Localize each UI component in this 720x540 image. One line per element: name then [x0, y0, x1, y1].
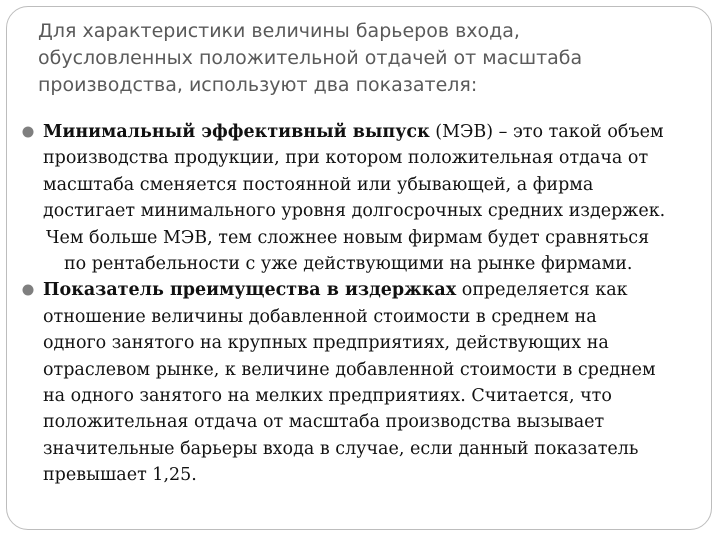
bullet-text: определяется как — [456, 280, 628, 301]
bullet-item-mev — [20, 119, 712, 277]
bullet-line: превышает 1,25. — [43, 465, 197, 486]
bullet-line: положительная отдача от масштаба производства вызывает — [43, 412, 605, 433]
bullet-line: на одного занятого на мелких предприятиях. Считается, что — [43, 386, 612, 407]
bullet-item-cost-advantage — [20, 277, 712, 488]
bullet-line: по рентабельности с уже действующими на рынке фирмами. — [64, 254, 633, 275]
bullet-first-line — [43, 119, 712, 145]
bullet-line: значительные барьеры входа в случае, если данный показатель — [43, 438, 639, 459]
title-line: Для характеристики величины барьеров входа, — [38, 20, 520, 42]
bullet-line: масштаба сменяется постоянной или убывающей, а фирма — [43, 174, 594, 195]
diamond-bullet-icon — [20, 277, 36, 303]
bullet-line: достигает минимального уровня долгосрочных средних издержек. — [43, 201, 666, 222]
bullet-line: Чем больше МЭВ, тем сложнее новым фирмам будет сравняться — [46, 227, 650, 248]
bullet-line: отраслевом рынке, к величине добавленной стоимости в среднем — [43, 359, 656, 380]
bullet-term: Показатель преимущества в издержках — [43, 280, 457, 301]
slide-title — [38, 18, 678, 99]
bullet-text: (МЭВ) – это такой объем — [429, 122, 664, 142]
bullet-term: Минимальный эффективный выпуск — [43, 122, 430, 142]
bullet-first-line — [43, 277, 712, 303]
bullet-line: отношение величины добавленной стоимости в среднем на — [43, 306, 597, 327]
bullet-line: одного занятого на крупных предприятиях, действующих на — [43, 333, 609, 354]
title-line: обусловленных положительной отдачей от масштаба — [38, 47, 583, 69]
bullet-line: производства продукции, при котором положительная отдача от — [43, 148, 649, 169]
title-line: производства, используют два показателя: — [38, 74, 478, 96]
slide-content — [20, 119, 712, 489]
diamond-bullet-icon — [20, 119, 36, 145]
